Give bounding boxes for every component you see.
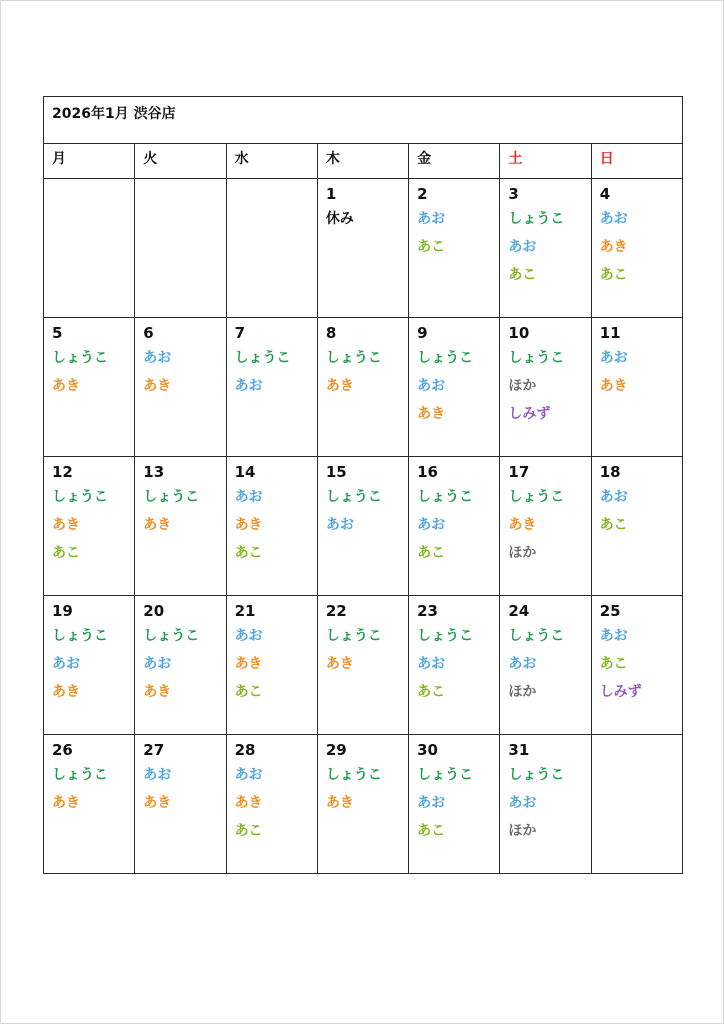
- staff-entry: あお: [143, 767, 172, 783]
- staff-entry: あお: [234, 378, 263, 394]
- staff-entry: しょうこ: [52, 767, 108, 783]
- day-cell: [135, 735, 226, 874]
- day-cell: [409, 457, 500, 596]
- staff-entry: あこ: [417, 684, 446, 700]
- day-number: 14: [234, 463, 256, 481]
- day-number: 7: [234, 324, 245, 342]
- staff-entry: あき: [599, 239, 628, 255]
- staff-entry: あこ: [417, 545, 446, 561]
- staff-entry: あこ: [599, 517, 628, 533]
- day-number: 12: [52, 463, 73, 481]
- staff-entry: あお: [508, 239, 537, 255]
- staff-entry: あき: [52, 378, 80, 394]
- staff-entry: ほか: [508, 823, 537, 839]
- staff-entry: あこ: [52, 545, 80, 561]
- staff-entry: しょうこ: [52, 489, 108, 505]
- staff-entry: あお: [143, 350, 172, 366]
- staff-entry: しょうこ: [143, 628, 200, 644]
- weekday-header-cell: [135, 144, 226, 179]
- day-cell: [317, 457, 408, 596]
- staff-entry: あお: [325, 517, 354, 533]
- staff-entry: あき: [143, 378, 172, 394]
- staff-entry: あお: [599, 350, 628, 366]
- staff-entry: あき: [143, 684, 172, 700]
- week-row: [44, 179, 683, 318]
- staff-entry: あき: [508, 517, 537, 533]
- weekday-header-row: [44, 144, 683, 179]
- day-cell: [226, 457, 317, 596]
- title-row: [44, 97, 683, 144]
- weekday-header-cell: [317, 144, 408, 179]
- week-row: [44, 735, 683, 874]
- day-cell: [317, 179, 408, 318]
- day-number: 2: [417, 185, 428, 203]
- day-cell: [591, 596, 682, 735]
- day-number: 11: [599, 324, 621, 342]
- day-cell: [44, 596, 135, 735]
- staff-entry: しょうこ: [417, 628, 474, 644]
- day-cell: [409, 179, 500, 318]
- staff-entry: あこ: [417, 823, 446, 839]
- staff-entry: しょうこ: [325, 350, 382, 366]
- staff-entry: しょうこ: [325, 628, 382, 644]
- staff-entry: しょうこ: [508, 767, 565, 783]
- day-number: 9: [417, 324, 428, 342]
- staff-entry: あお: [599, 628, 628, 644]
- staff-entry: しょうこ: [417, 350, 474, 366]
- staff-entry: あお: [143, 656, 172, 672]
- empty-day-cell: [226, 179, 317, 318]
- day-number: 16: [417, 463, 438, 481]
- day-number: 26: [52, 741, 73, 759]
- day-cell: [409, 596, 500, 735]
- day-number: 13: [143, 463, 165, 481]
- empty-day-cell: [135, 179, 226, 318]
- day-number: 27: [143, 741, 165, 759]
- staff-entry: あき: [52, 795, 80, 811]
- staff-entry: しょうこ: [508, 628, 565, 644]
- day-cell: [44, 318, 135, 457]
- day-number: 8: [325, 324, 337, 342]
- staff-entry: あお: [234, 628, 263, 644]
- staff-entry: ほか: [508, 378, 537, 394]
- week-row: [44, 318, 683, 457]
- day-number: 3: [508, 185, 519, 203]
- day-cell: [135, 457, 226, 596]
- staff-entry: しょうこ: [52, 628, 108, 644]
- staff-entry: あこ: [508, 267, 537, 283]
- staff-entry: しょうこ: [325, 767, 382, 783]
- staff-entry: あこ: [417, 239, 446, 255]
- staff-entry: ほか: [508, 684, 537, 700]
- staff-entry: あこ: [599, 656, 628, 672]
- day-cell: [317, 318, 408, 457]
- day-cell: [591, 179, 682, 318]
- staff-entry: あき: [234, 517, 263, 533]
- empty-day-cell: [591, 735, 682, 874]
- day-number: 17: [508, 463, 530, 481]
- staff-entry: あき: [599, 378, 628, 394]
- day-number: 18: [599, 463, 621, 481]
- staff-entry: あき: [234, 656, 263, 672]
- day-number: 15: [325, 463, 347, 481]
- day-number: 5: [52, 324, 63, 342]
- staff-entry: あお: [417, 656, 446, 672]
- staff-entry: あこ: [234, 684, 263, 700]
- staff-entry: あこ: [234, 823, 263, 839]
- day-cell: [226, 596, 317, 735]
- staff-entry: あお: [234, 767, 263, 783]
- staff-entry: あき: [417, 406, 446, 422]
- staff-entry: あお: [417, 517, 446, 533]
- day-number: 21: [234, 602, 256, 620]
- day-number: 19: [52, 602, 73, 620]
- staff-entry: しょうこ: [143, 489, 200, 505]
- day-number: 24: [508, 602, 530, 620]
- staff-entry: あこ: [599, 267, 628, 283]
- day-number: 10: [508, 324, 530, 342]
- weekday-label: 金: [417, 151, 432, 167]
- weekday-label: 木: [325, 151, 340, 167]
- day-cell: [591, 318, 682, 457]
- weekday-header-cell: [409, 144, 500, 179]
- staff-entry: しょうこ: [325, 489, 382, 505]
- staff-entry: あこ: [234, 545, 263, 561]
- staff-entry: しょうこ: [52, 350, 108, 366]
- staff-entry: あお: [599, 211, 628, 227]
- staff-entry: あき: [325, 378, 354, 394]
- staff-entry: あき: [143, 517, 172, 533]
- day-number: 31: [508, 741, 530, 759]
- staff-entry: あお: [599, 489, 628, 505]
- day-number: 22: [325, 602, 347, 620]
- staff-entry: あお: [417, 211, 446, 227]
- staff-entry: あお: [417, 378, 446, 394]
- day-cell: [500, 735, 591, 874]
- calendar-title: 2026年1月 渋谷店: [52, 106, 176, 122]
- weekday-label: 土: [508, 151, 523, 167]
- staff-entry: あき: [325, 656, 354, 672]
- staff-entry: しみず: [599, 684, 642, 700]
- staff-entry: あお: [417, 795, 446, 811]
- day-number: 4: [599, 185, 611, 203]
- day-number: 20: [143, 602, 165, 620]
- day-cell: [135, 596, 226, 735]
- day-cell: [500, 179, 591, 318]
- staff-entry: あき: [52, 517, 80, 533]
- day-cell: [409, 318, 500, 457]
- staff-entry: しみず: [508, 406, 551, 422]
- day-number: 29: [325, 741, 347, 759]
- staff-entry: あお: [52, 656, 80, 672]
- staff-entry: あお: [508, 656, 537, 672]
- weekday-label: 日: [599, 151, 614, 167]
- day-number: 25: [599, 602, 621, 620]
- day-cell: [500, 596, 591, 735]
- staff-entry: しょうこ: [417, 767, 474, 783]
- day-number: 1: [325, 185, 337, 203]
- empty-day-cell: [44, 179, 135, 318]
- staff-entry: あき: [52, 684, 80, 700]
- weekday-header-cell: [226, 144, 317, 179]
- day-cell: [226, 735, 317, 874]
- day-cell: [135, 318, 226, 457]
- weekday-label: 火: [143, 151, 158, 167]
- day-cell: [500, 457, 591, 596]
- day-cell: [226, 318, 317, 457]
- day-number: 28: [234, 741, 256, 759]
- staff-entry: あお: [508, 795, 537, 811]
- week-row: [44, 457, 683, 596]
- staff-entry: しょうこ: [508, 350, 565, 366]
- staff-entry: しょうこ: [234, 350, 291, 366]
- staff-entry: しょうこ: [508, 489, 565, 505]
- staff-entry: しょうこ: [417, 489, 474, 505]
- day-number: 23: [417, 602, 438, 620]
- staff-entry: 休み: [325, 211, 354, 227]
- weekday-header-cell: [500, 144, 591, 179]
- day-cell: [591, 457, 682, 596]
- staff-entry: しょうこ: [508, 211, 565, 227]
- day-cell: [500, 318, 591, 457]
- week-row: [44, 596, 683, 735]
- weekday-header-cell: [591, 144, 682, 179]
- day-number: 30: [417, 741, 438, 759]
- weekday-label: 月: [52, 151, 66, 167]
- day-cell: [44, 735, 135, 874]
- day-cell: [317, 735, 408, 874]
- calendar-table: [43, 96, 683, 874]
- staff-entry: あお: [234, 489, 263, 505]
- weekday-label: 水: [234, 151, 249, 167]
- staff-entry: あき: [325, 795, 354, 811]
- day-cell: [317, 596, 408, 735]
- staff-entry: あき: [143, 795, 172, 811]
- day-cell: [409, 735, 500, 874]
- title-cell: [44, 97, 683, 144]
- day-cell: [44, 457, 135, 596]
- day-number: 6: [143, 324, 154, 342]
- staff-entry: ほか: [508, 545, 537, 561]
- staff-entry: あき: [234, 795, 263, 811]
- weekday-header-cell: [44, 144, 135, 179]
